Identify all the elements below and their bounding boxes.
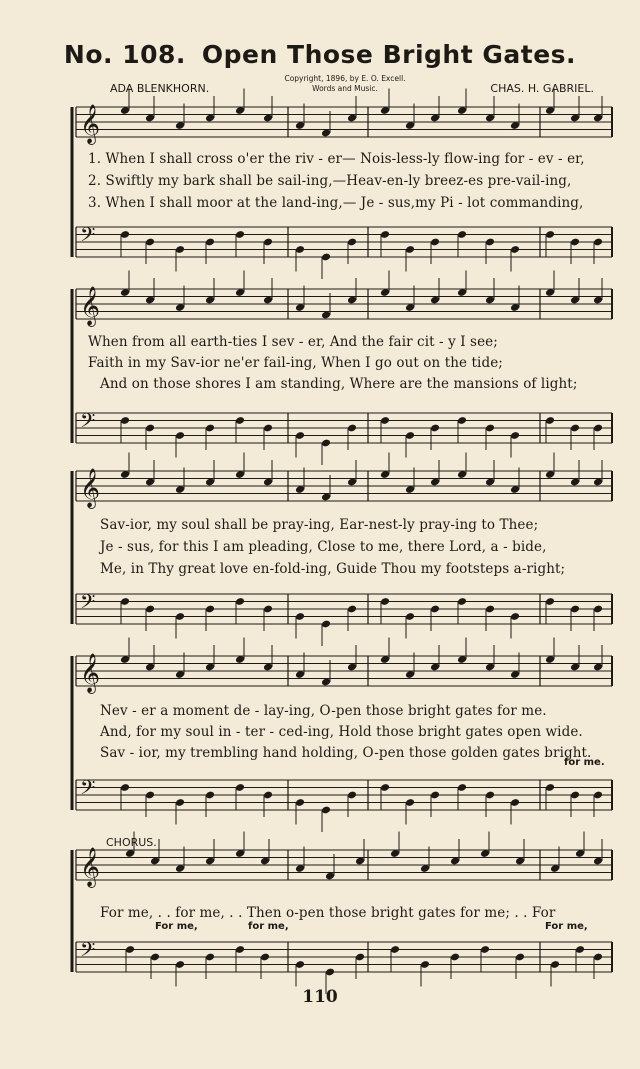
copyright-line: Copyright, 1896, by E. O. Excell. [284,74,406,83]
bass-clef-icon: 𝄢 [80,223,96,251]
lyric-line: When from all earth-ties I sev - er, And the fair cit - y I see; [88,334,498,350]
treble-clef-icon: 𝄞 [80,104,101,144]
treble-clef-icon: 𝄞 [80,653,101,693]
lyric-line: And on those shores I am standing, Where are the mansions of light; [100,376,578,392]
treble-clef-icon: 𝄞 [80,286,101,326]
lyric-line: Sav - ior, my trembling hand holding, O-pen those golden gates bright. [100,745,592,761]
lyric-line: And, for my soul in - ter - ced-ing, Hold those bright gates open wide. [100,724,583,740]
bass-clef-icon: 𝄢 [80,938,96,966]
page-number: 110 [302,987,338,1007]
lyric-line: 2. Swiftly my bark shall be sail-ing,—Heav-en-ly breez-es pre-vail-ing, [88,173,572,189]
rights-line: Words and Music. [312,84,378,93]
lyric-line: 3. When I shall moor at the land-ing,— Je - sus,my Pi - lot commanding, [88,195,584,211]
hymn-title: Open Those Bright Gates. [201,40,577,69]
bass-cue: for me, [248,921,289,932]
bass-cue: For me, [155,921,198,932]
lyric-line: 1. When I shall cross o'er the riv - er— Nois-less-ly flow-ing for - ev - er, [88,151,585,167]
bass-clef-icon: 𝄢 [80,409,96,437]
treble-clef-icon: 𝄞 [80,468,101,508]
composer-credit: CHAS. H. GABRIEL. [490,82,594,95]
lyric-line: Faith in my Sav-ior ne'er fail-ing, When I go out on the tide; [88,355,503,371]
bass-clef-icon: 𝄢 [80,776,96,804]
lyricist-credit: ADA BLENKHORN. [110,82,210,95]
lyric-line: For me, . . for me, . . Then o-pen those bright gates for me; . . For [100,905,556,921]
treble-clef-icon: 𝄞 [80,847,101,887]
chorus-label: CHORUS. [106,836,157,849]
lyric-line: Sav-ior, my soul shall be pray-ing, Ear-nest-ly pray-ing to Thee; [100,517,539,533]
bass-cue: for me. [564,757,605,768]
hymn-number: No. 108. [63,40,186,69]
lyric-line: Nev - er a moment de - lay-ing, O-pen those bright gates for me. [100,703,547,719]
lyric-line: Je - sus, for this I am pleading, Close to me, there Lord, a - bide, [100,539,547,555]
bass-cue: For me, [545,921,588,932]
bass-clef-icon: 𝄢 [80,590,96,618]
lyric-line: Me, in Thy great love en-fold-ing, Guide Thou my footsteps a-right; [100,561,566,577]
